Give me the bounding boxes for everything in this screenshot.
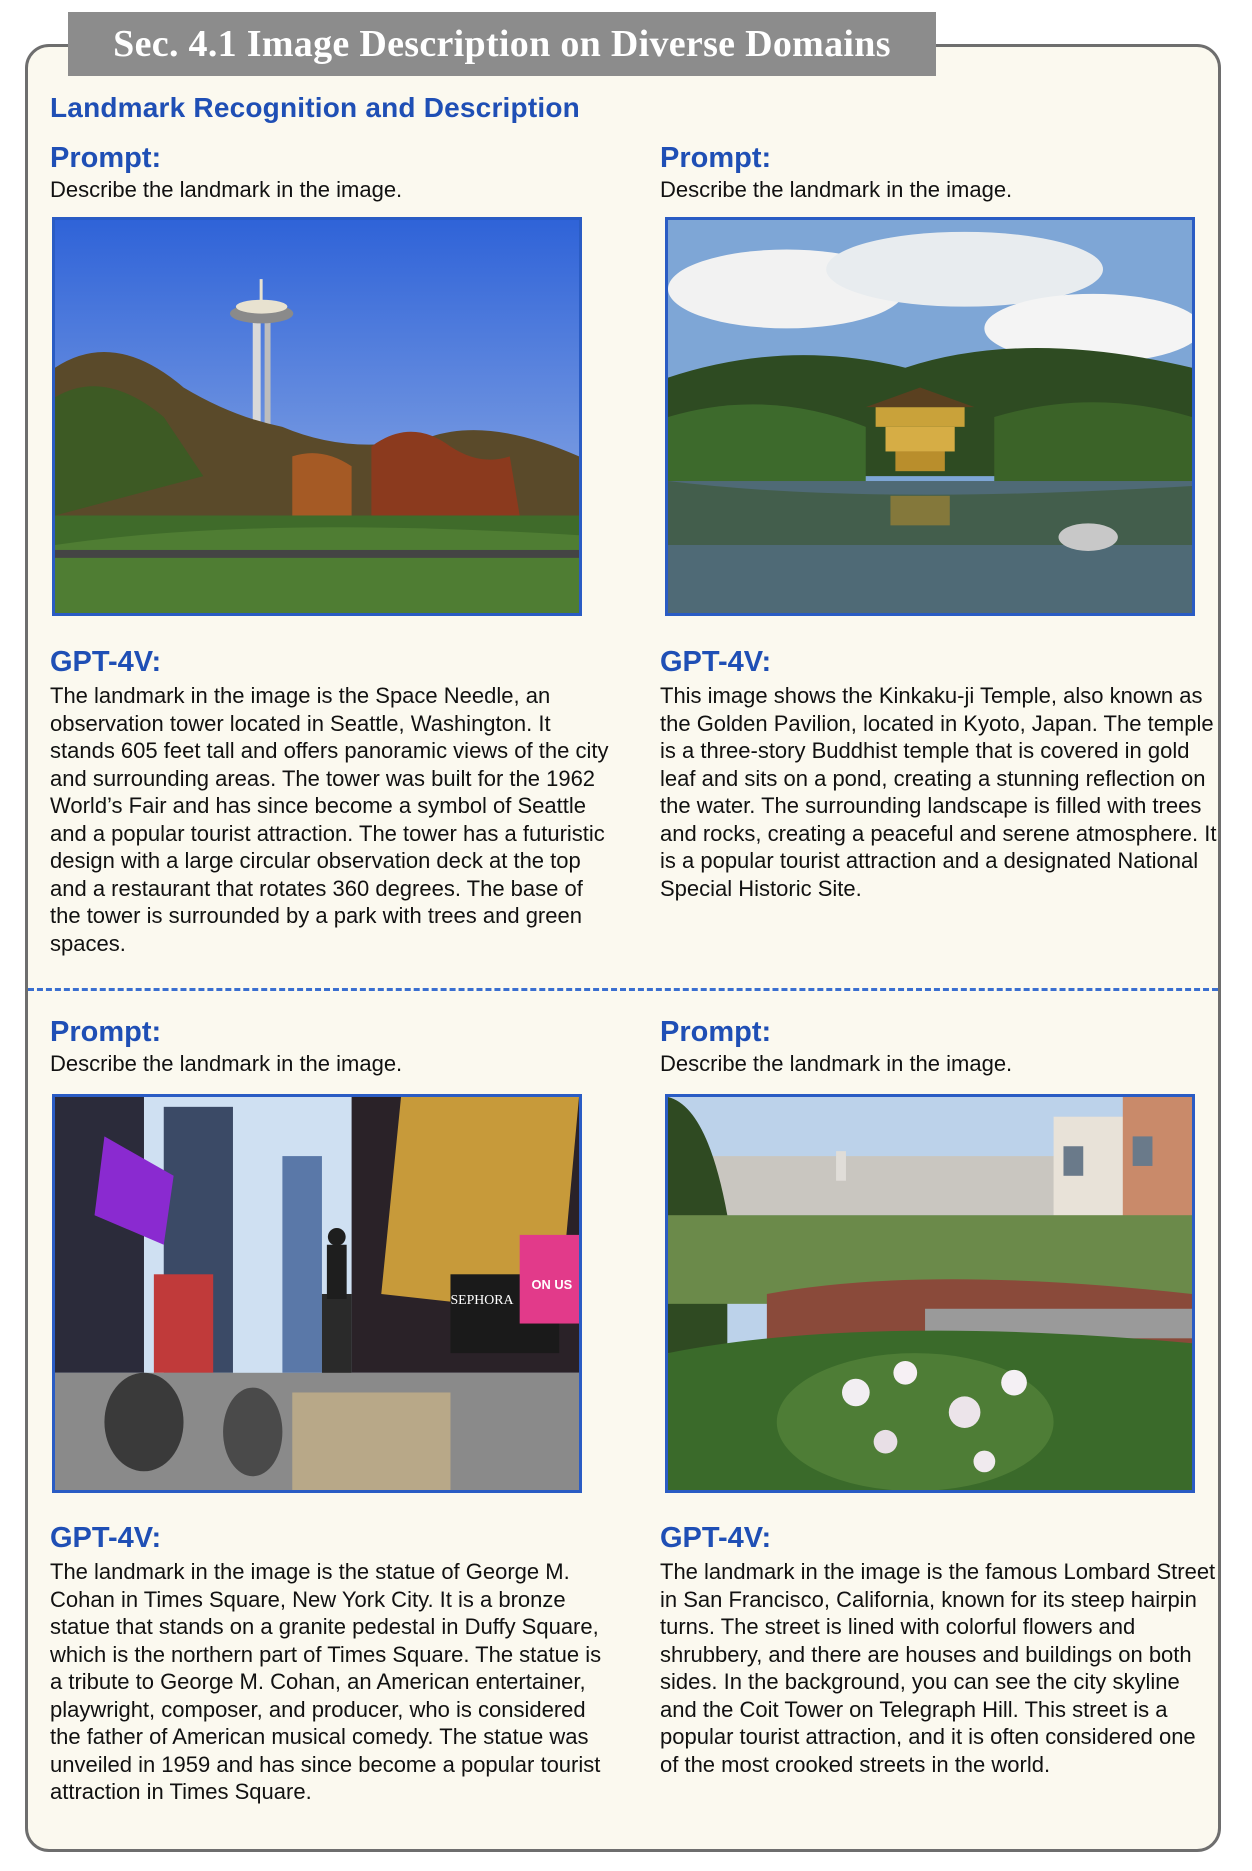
gpt4v-heading: GPT-4V: bbox=[50, 646, 162, 678]
example-1-answer: The landmark in the image is the Space Needle, an observation tower located in Seattle, Washington. It stands 605 feet tall and offers panoramic views of the city and surrounding areas. The tower was built for the 1962 World’s Fair and has since become a symbol of Seattle and a popular tourist attraction. The tower has a futuristic design with a large circular observation deck at the top and a restaurant that rotates 360 degrees. The base of the tower is surrounded by a park with trees and green spaces. bbox=[50, 683, 609, 956]
example-4-prompt bbox=[660, 1014, 1220, 1078]
section-divider bbox=[28, 988, 1218, 991]
prompt-text: Describe the landmark in the image. bbox=[50, 1051, 403, 1076]
kinkakuji-photo bbox=[665, 217, 1195, 616]
sign-sephora: SEPHORA bbox=[450, 1291, 514, 1307]
example-3-model-label bbox=[50, 1520, 161, 1556]
prompt-text: Describe the landmark in the image. bbox=[50, 177, 403, 202]
prompt-heading: Prompt: bbox=[660, 142, 772, 174]
lombard-street-photo bbox=[665, 1094, 1195, 1493]
space-needle-photo bbox=[52, 217, 582, 616]
prompt-text: Describe the landmark in the image. bbox=[660, 177, 1013, 202]
example-4-answer: The landmark in the image is the famous Lombard Street in San Francisco, California, known for its steep hairpin turns. The street is lined with colorful flowers and shrubbery, and there are houses and buildings on both sides. In the background, you can see the city skyline and the Coit Tower on Telegraph Hill. This street is a popular tourist attraction, and it is often considered one of the most crooked streets in the world. bbox=[660, 1559, 1216, 1777]
sign-on-us: ON US bbox=[531, 1277, 573, 1293]
prompt-text: Describe the landmark in the image. bbox=[660, 1051, 1013, 1076]
prompt-heading: Prompt: bbox=[50, 1016, 162, 1048]
example-1-model-label bbox=[50, 644, 161, 680]
example-2-prompt bbox=[660, 140, 1220, 204]
prompt-heading: Prompt: bbox=[50, 142, 162, 174]
example-4-model-label bbox=[660, 1520, 771, 1556]
subsection-title: Landmark Recognition and Description bbox=[50, 92, 580, 123]
example-1-prompt bbox=[50, 140, 610, 204]
times-square-photo bbox=[52, 1094, 582, 1493]
gpt4v-heading: GPT-4V: bbox=[660, 1522, 772, 1554]
gpt4v-heading: GPT-4V: bbox=[50, 1522, 162, 1554]
example-3-answer: The landmark in the image is the statue of George M. Cohan in Times Square, New York City. It is a bronze statue that stands on a granite pedestal in Duffy Square, which is the northern part of Times Square. The statue is a tribute to George M. Cohan, an American entertainer, playwright, composer, and producer, who is considered the father of American musical comedy. The statue was unveiled in 1959 and has since become a popular tourist attraction in Times Square. bbox=[50, 1559, 602, 1804]
example-2-model-label bbox=[660, 644, 771, 680]
gpt4v-heading: GPT-4V: bbox=[660, 646, 772, 678]
example-2-answer: This image shows the Kinkaku-ji Temple, also known as the Golden Pavilion, located in Kyoto, Japan. The temple is a three-story Buddhist temple that is covered in gold leaf and sits on a pond, creating a stunning reflection on the water. The surrounding landscape is filled with trees and rocks, creating a peaceful and serene atmosphere. It is a popular tourist attraction and a designated National Special Historic Site. bbox=[660, 683, 1217, 901]
section-title-banner: Sec. 4.1 Image Description on Diverse Domains bbox=[68, 12, 936, 76]
example-3-prompt bbox=[50, 1014, 610, 1078]
prompt-heading: Prompt: bbox=[660, 1016, 772, 1048]
